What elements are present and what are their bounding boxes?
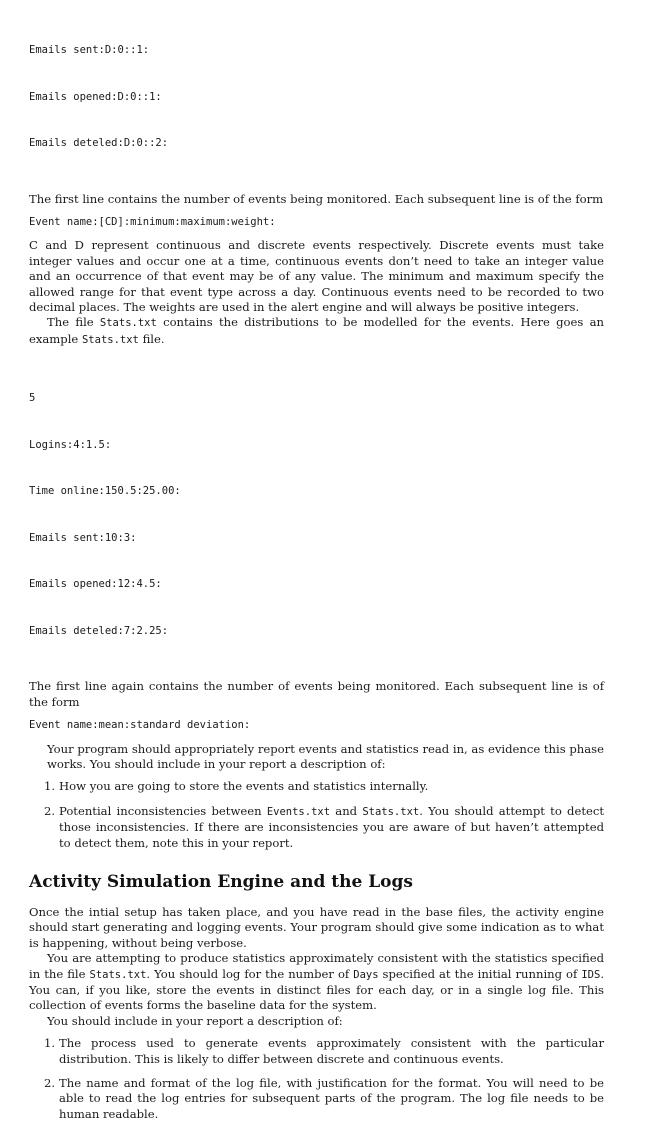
stats-file-snippet xyxy=(29,360,604,670)
code-line: Emails opened:D:0::1: xyxy=(29,90,162,103)
list-item xyxy=(29,804,604,851)
report-requirements xyxy=(29,742,604,773)
code-line: Emails sent:D:0::1: xyxy=(29,44,150,56)
paragraph-first-line-again: The first line again contains the number of events being monitored. Each subsequent line is of the form xyxy=(29,679,604,709)
paragraph-first-line: The first line contains the number of events being monitored. Each subsequent line is of the form xyxy=(29,191,604,206)
list-item xyxy=(29,779,604,794)
text-span: You are attempting to produce statistics approximately consistent with the statistics specified in the file xyxy=(29,951,604,981)
include-intro xyxy=(29,1014,604,1029)
code-line: Time online:150.5:25.00: xyxy=(29,485,181,498)
code-line: Emails deteled:7:2.25: xyxy=(29,624,169,637)
list-text: and xyxy=(330,803,363,818)
paragraph-stats-file xyxy=(29,315,604,348)
text-span: The file xyxy=(47,315,100,330)
code-line: Emails opened:12:4.5: xyxy=(29,578,162,591)
text-span: file. xyxy=(138,331,165,346)
text-span: contains the distributions to be modelled for the events. Here goes an example xyxy=(29,315,604,346)
report-list-2 xyxy=(29,1036,604,1122)
list-text: . You should attempt to detect those inconsistencies. If there are inconsistencies you are aware of but haven’t attempted to detect them, note this in your report. xyxy=(59,803,604,850)
paragraph-attempt xyxy=(29,951,604,1014)
code-line: Emails deteled:D:0::2: xyxy=(29,137,169,149)
code-line: 5 xyxy=(29,392,36,405)
filename: Stats.txt xyxy=(89,968,147,981)
list-text: The name and format of the log file, with justification for the format. You will need to be able to read the log entries for subsequent parts of the program. The log file needs to be human readable. xyxy=(59,1076,604,1121)
list-item xyxy=(29,1036,604,1067)
paragraph-include: You should include in your report a description of: xyxy=(47,1013,343,1028)
keyword: IDS xyxy=(581,968,601,981)
filename: Stats.txt xyxy=(81,333,139,346)
section-heading: Activity Simulation Engine and the Logs xyxy=(29,872,413,892)
stats-format-line: Event name:mean:standard deviation: xyxy=(29,719,251,732)
text-span: specified at the initial running of xyxy=(378,966,582,981)
events-file-snippet xyxy=(29,12,604,183)
list-number: 1. xyxy=(44,779,56,794)
filename: Stats.txt xyxy=(362,805,420,818)
list-number: 2. xyxy=(44,1076,56,1091)
list-item xyxy=(29,1076,604,1122)
list-number: 2. xyxy=(44,803,56,818)
list-text: How you are going to store the events and statistics internally. xyxy=(59,779,429,794)
paragraph-engine: Once the intial setup has taken place, and you have read in the base files, the activity engine should start generating and logging events. Your program should give some indication as to what is happening, without being verbose. xyxy=(29,905,604,950)
text-span: . You should log for the number of xyxy=(146,966,354,981)
list-text: Potential inconsistencies between xyxy=(59,803,267,818)
keyword: Days xyxy=(353,968,379,981)
filename: Stats.txt xyxy=(99,317,157,330)
paragraph-cd-description: C and D represent continuous and discrete events respectively. Discrete events must take integer values and occur one at a time, continuous events don’t need to take an integer value and an occurrence of that event may be of any value. The minimum and maximum specify the allowed range for that event type across a day. Continuous events need to be recorded to two decimal places. The weights are used in the alert engine and will always be positive integers. xyxy=(29,238,604,315)
event-format-line: Event name:[CD]:minimum:maximum:weight: xyxy=(29,215,276,228)
text-span: . You can, if you like, store the events in distinct files for each day, or in a single log file. This collection of events forms the baseline data for the system. xyxy=(29,966,604,1013)
code-line: Emails sent:10:3: xyxy=(29,531,137,544)
code-line: Logins:4:1.5: xyxy=(29,438,112,451)
report-list-1 xyxy=(29,779,604,851)
filename: Events.txt xyxy=(266,805,331,818)
list-number: 1. xyxy=(44,1036,56,1051)
list-text: The process used to generate events approximately consistent with the particular distribution. This is likely to differ between discrete and continuous events. xyxy=(59,1036,604,1066)
paragraph-report-intro: Your program should appropriately report events and statistics read in, as evidence this phase works. You should include in your report a description of: xyxy=(47,741,604,771)
document-page xyxy=(29,12,604,1122)
